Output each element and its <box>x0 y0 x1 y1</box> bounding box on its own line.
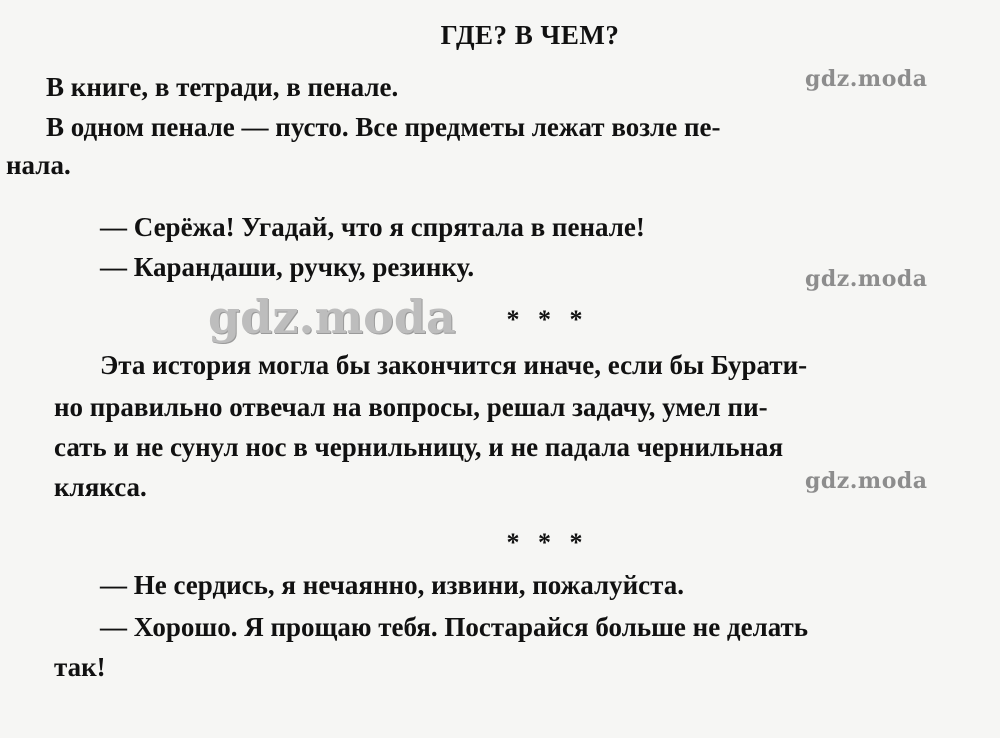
text-line: но правильно отвечал на вопросы, решал задачу, умел пи- <box>54 392 768 422</box>
separator: * * * <box>506 305 589 334</box>
dialog-line: так! <box>54 652 106 682</box>
dialog-line: — Карандаши, ручку, резинку. <box>100 252 475 282</box>
watermark: gdz.moda <box>805 266 928 292</box>
text-line: Эта история могла бы закончится иначе, если бы Бурати- <box>100 350 808 380</box>
page-title: ГДЕ? В ЧЕМ? <box>440 20 620 50</box>
watermark: gdz.moda <box>805 468 928 494</box>
dialog-line: — Серёжа! Угадай, что я спрятала в пенале! <box>100 212 645 242</box>
dialog-line: — Не сердись, я нечаянно, извини, пожалуйста. <box>100 570 684 600</box>
text-line: клякса. <box>54 472 147 502</box>
dialog-line: — Хорошо. Я прощаю тебя. Постарайся больше не делать <box>100 612 809 642</box>
separator: * * * <box>506 528 589 557</box>
watermark-large: gdz.moda <box>208 290 456 344</box>
text-line: В книге, в тетради, в пенале. <box>46 72 399 102</box>
text-line: сать и не сунул нос в чернильницу, и не падала чернильная <box>54 432 784 462</box>
text-line: нала. <box>6 150 71 180</box>
watermark: gdz.moda <box>805 66 928 92</box>
text-line: В одном пенале — пусто. Все предметы лежат возле пе- <box>46 112 721 142</box>
